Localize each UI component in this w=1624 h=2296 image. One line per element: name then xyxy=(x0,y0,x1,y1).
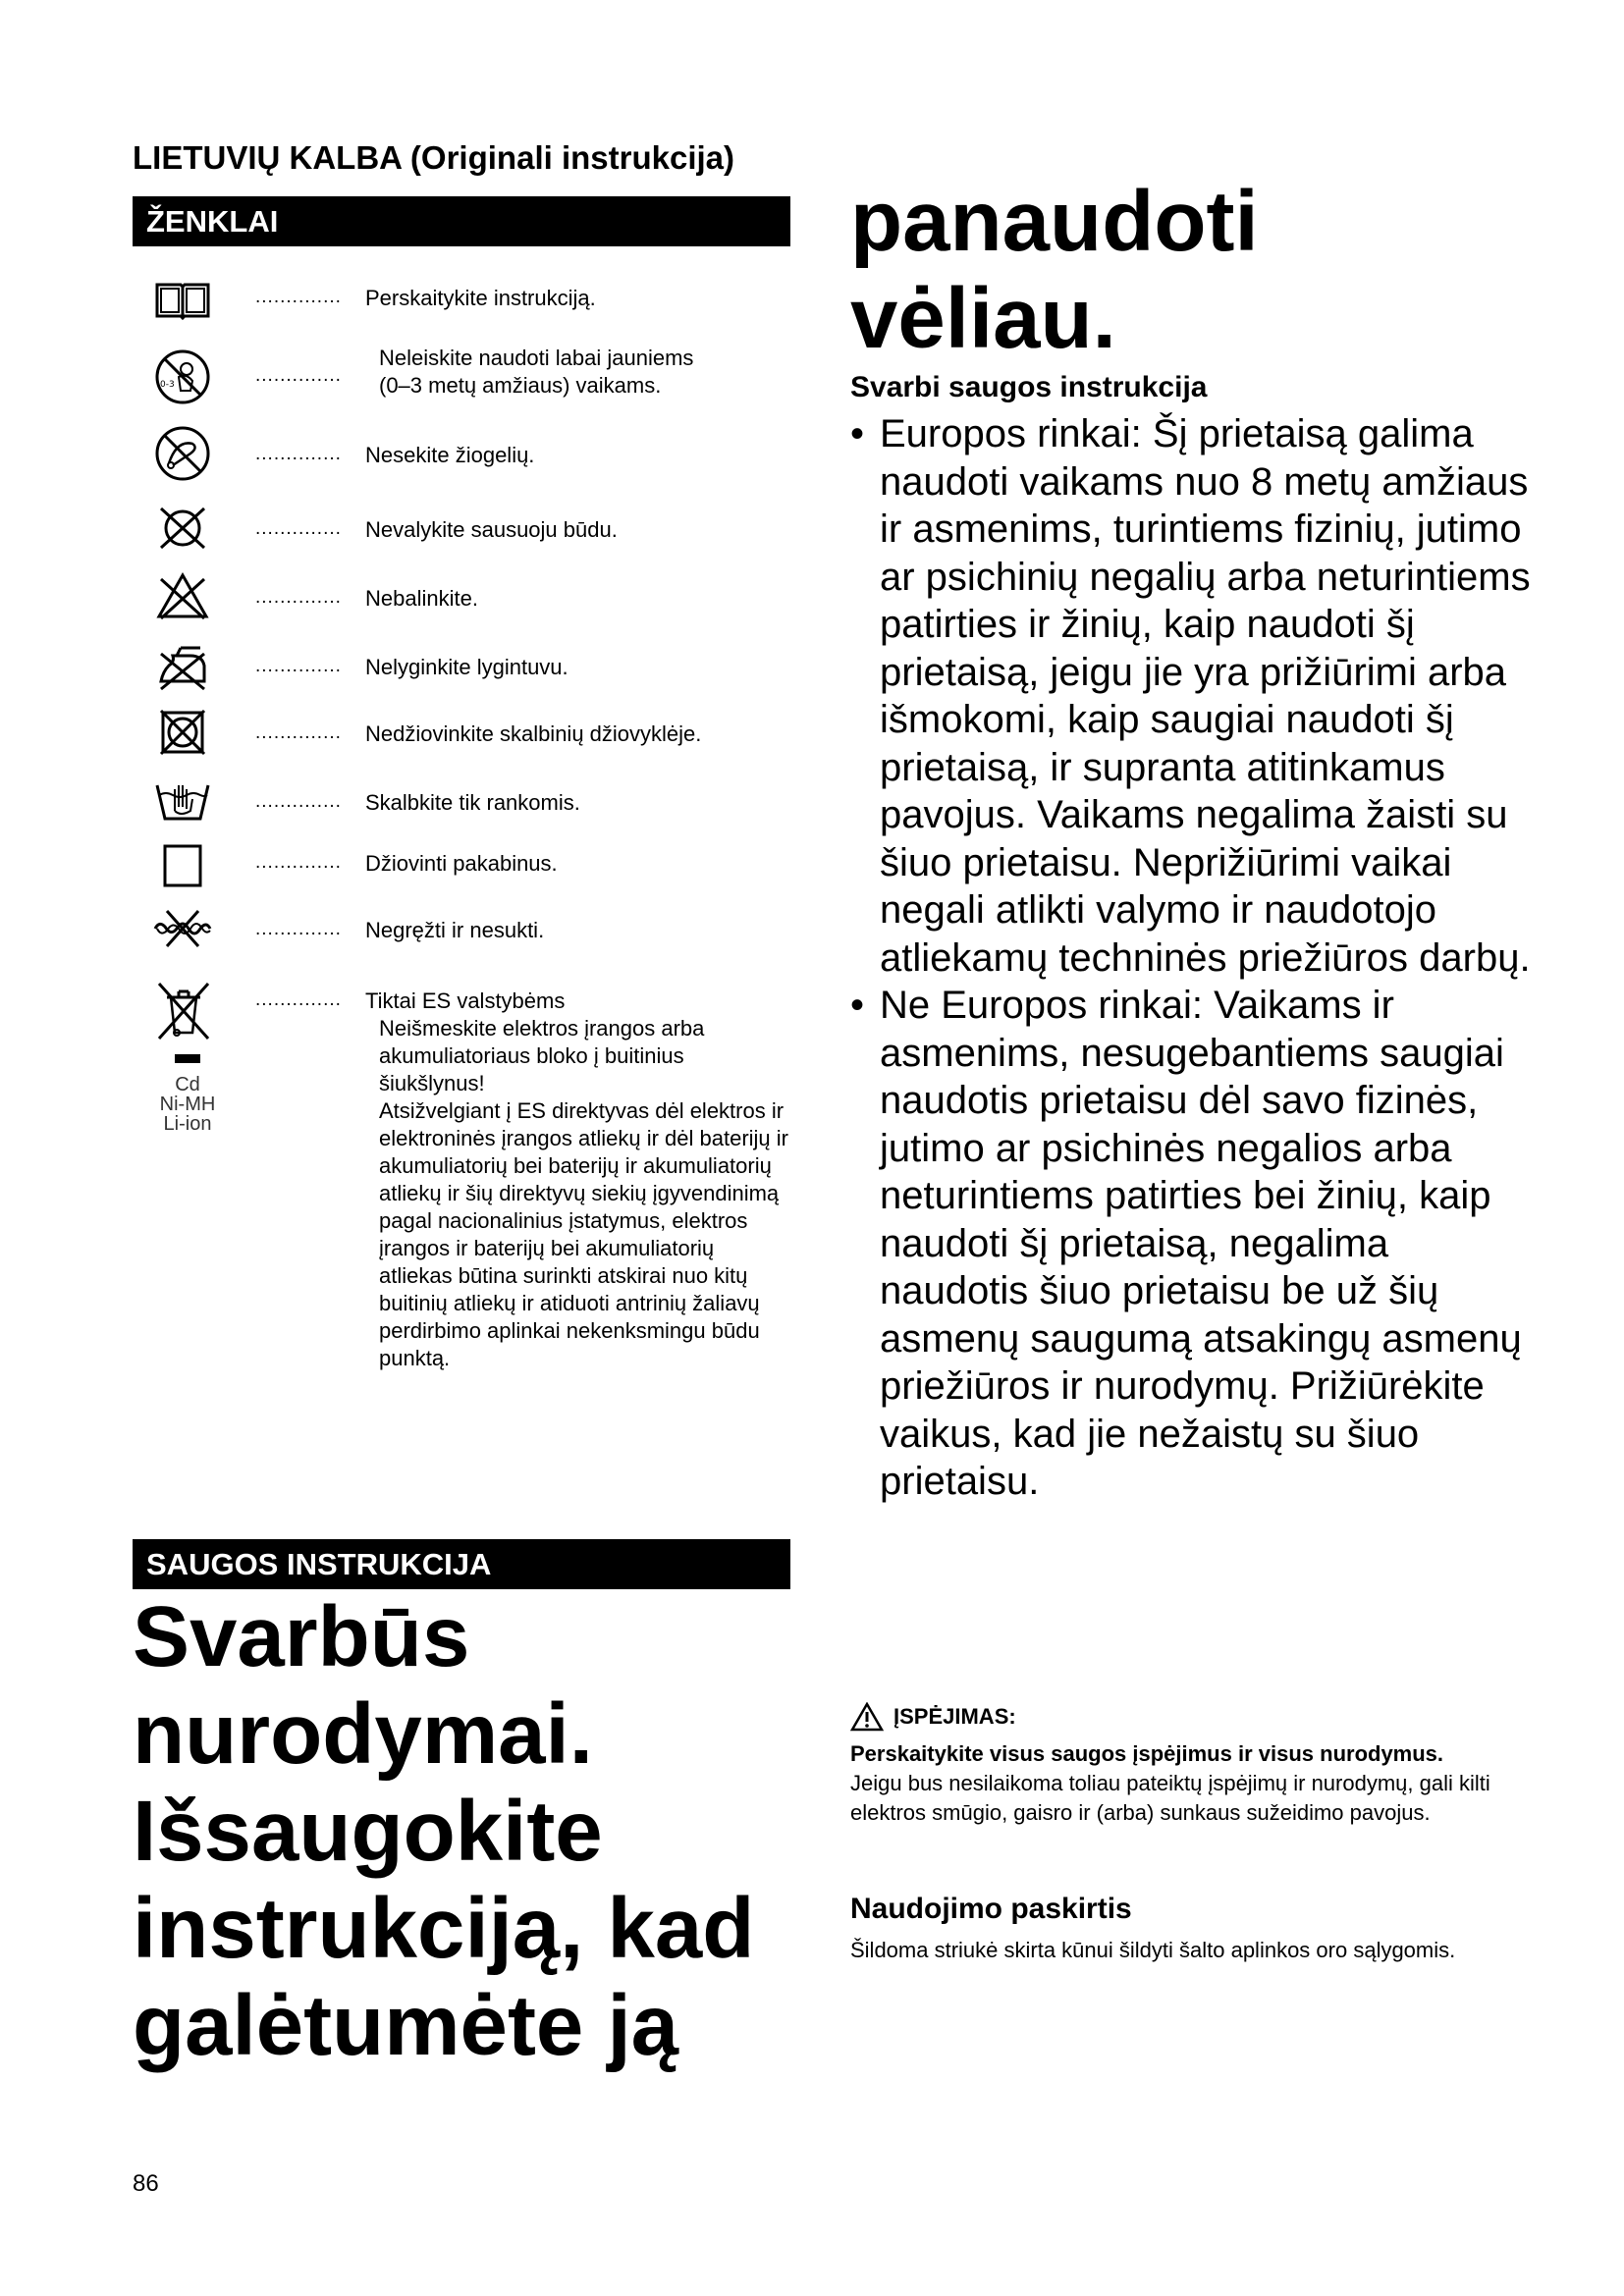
leader-dots: .............. xyxy=(255,989,342,1010)
purpose-title: Naudojimo paskirtis xyxy=(850,1893,1132,1925)
list-item xyxy=(850,982,1538,1506)
leader-dots: .............. xyxy=(255,791,342,812)
bullet: • xyxy=(850,984,865,1027)
symbol-text: Nesekite žiogelių. xyxy=(365,443,535,467)
leader-dots: .............. xyxy=(255,852,342,873)
no-tumble-dry-icon xyxy=(142,703,223,762)
symbol-text-line: (0–3 metų amžiaus) vaikams. xyxy=(379,373,662,398)
no-wring-icon xyxy=(142,899,223,958)
symbol-text: Nedžiovinkite skalbinių džiovyklėje. xyxy=(365,721,702,746)
bullet-text: Ne Europos rinkai: Vaikams ir asmenims, nesugebantiems saugiai naudotis prietaisu dėl savo fizinės, jutimo ar psichinės negalios arba neturintiems patirties bei žinių, kaip naudoti šį prietaisą, negalima naudotis šiuo prietaisu be už šių asmenų saugumą atsakingų asmenų priežiūros ir nurodymų. Prižiūrėkite vaikus, kad jie nežaistų su šiuo prietaisu. xyxy=(880,984,1522,1503)
bullet: • xyxy=(850,412,865,455)
battery-label: Ni-MH xyxy=(159,1094,216,1115)
warning-heading xyxy=(850,1702,1016,1732)
line-dry-icon xyxy=(142,836,223,895)
safety-bullets xyxy=(850,410,1538,1506)
symbol-text: Perskaitykite instrukciją. xyxy=(365,286,596,310)
leader-dots: .............. xyxy=(255,919,342,939)
bullet-text: Europos rinkai: Šį prietaisą galima naudoti vaikams nuo 8 metų amžiaus ir asmenims, turintiems fizinių, jutimo ar psichinių negalių arba neturintiems patirties ir žinių, kaip naudoti šį prietaisą, jeigu jie yra prižiūrimi arba išmokomi, kaip saugiai naudoti šį prietaisą, ir supranta atitinkamus pavojus. Vaikams negalima žaisti su šiuo prietaisu. Neprižiūrimi vaikai negali atlikti valymo ir naudotojo atliekamų techninės priežiūros darbų. xyxy=(880,412,1531,980)
big-heading-part1: Svarbūs nurodymai. Išsaugokite instrukciją, kad galėtumėte ją xyxy=(133,1589,755,2073)
list-item xyxy=(850,410,1538,982)
language-title: LIETUVIŲ KALBA (Originali instrukcija) xyxy=(133,139,734,176)
no-pins-icon xyxy=(142,424,223,483)
weee-paragraph: Atsižvelgiant į ES direktyvas dėl elektros ir elektroninės įrangos atliekų ir dėl baterijų ir akumuliatorių bei baterijų ir akumuliatorių atliekų ir šių direktyvų siekių įgyvendinimą pagal nacionalinius įstatymus, elektros įrangos ir baterijų bei akumuliatorių atliekas būtina surinkti atskirai nuo kitų buitinių atliekų ir atiduoti antrinių žaliavų perdirbimo aplinkai nekenksmingu būdu punktą. xyxy=(379,1098,788,1370)
warning-triangle-icon xyxy=(850,1702,884,1732)
safety-section-title: SAUGOS INSTRUKCIJA xyxy=(133,1539,790,1589)
battery-label: Li-ion xyxy=(163,1113,212,1135)
symbol-text: Džiovinti pakabinus. xyxy=(365,851,558,876)
no-children-0-3-icon xyxy=(142,347,223,406)
age-label: 0-3 xyxy=(160,380,175,390)
big-heading-part2: panaudoti vėliau. xyxy=(850,174,1259,366)
symbol-text: Tiktai ES valstybėms xyxy=(365,988,566,1013)
book-icon xyxy=(142,271,223,330)
symbol-text xyxy=(379,345,693,400)
weee-paragraph: Neišmeskite elektros įrangos arba akumuliatoriaus bloko į buitinius šiukšlynus! xyxy=(379,1016,705,1095)
symbols-section-title: ŽENKLAI xyxy=(133,196,790,246)
leader-dots: .............. xyxy=(255,365,342,386)
warning-bold-text: Perskaitykite visus saugos įspėjimus ir visus nurodymus. xyxy=(850,1741,1444,1766)
symbol-text: Negręžti ir nesukti. xyxy=(365,918,545,942)
no-dry-clean-icon xyxy=(142,499,223,558)
symbol-text: Nebalinkite. xyxy=(365,586,478,611)
symbol-text: Nevalykite sausuoju būdu. xyxy=(365,517,618,542)
warning-label: ĮSPĖJIMAS: xyxy=(893,1704,1016,1729)
purpose-text: Šildoma striukė skirta kūnui šildyti šalto aplinkos oro sąlygomis. xyxy=(850,1938,1456,1962)
important-safety-title: Svarbi saugos instrukcija xyxy=(850,371,1208,403)
weee-underline xyxy=(175,1054,200,1063)
leader-dots: .............. xyxy=(255,518,342,539)
page-number: 86 xyxy=(133,2170,159,2197)
battery-chemistry-labels xyxy=(153,1054,222,1134)
symbol-text: Skalbkite tik rankomis. xyxy=(365,790,580,815)
symbol-text: Nelyginkite lygintuvu. xyxy=(365,655,568,679)
symbol-text-line: Neleiskite naudoti labai jauniems xyxy=(379,346,694,370)
leader-dots: .............. xyxy=(255,444,342,464)
hand-wash-icon xyxy=(142,772,223,830)
no-iron-icon xyxy=(142,636,223,695)
crossed-bin-icon xyxy=(142,980,223,1039)
leader-dots: .............. xyxy=(255,287,342,307)
weee-text xyxy=(379,1015,791,1372)
leader-dots: .............. xyxy=(255,722,342,743)
warning-body-text: Jeigu bus nesilaikoma toliau pateiktų įspėjimų ir nurodymų, gali kilti elektros smūgio, gaisro ir (arba) sunkaus sužeidimo pavojus. xyxy=(850,1771,1490,1825)
leader-dots: .............. xyxy=(255,656,342,676)
warning-text xyxy=(850,1739,1498,1828)
no-bleach-icon xyxy=(142,567,223,626)
leader-dots: .............. xyxy=(255,587,342,608)
battery-label: Cd xyxy=(175,1074,200,1095)
